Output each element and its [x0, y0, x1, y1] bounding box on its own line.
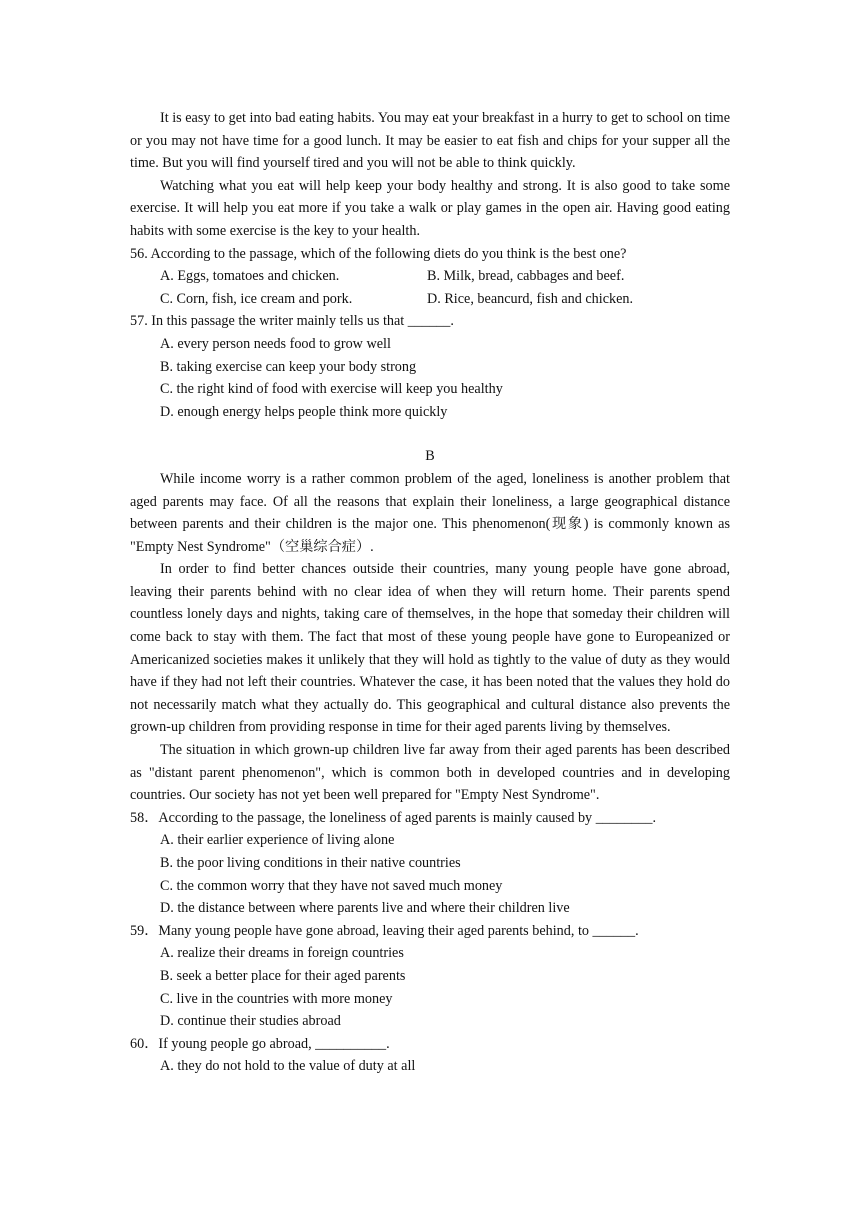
question-59-option-c: C. live in the countries with more money: [160, 990, 393, 1007]
question-58-option-d: D. the distance between where parents live and where their children live: [160, 900, 570, 917]
question-58-option-c: C. the common worry that they have not saved much money: [160, 877, 503, 894]
question-59-option-d: D. continue their studies abroad: [160, 1013, 341, 1030]
question-60-stem: 60．If young people go abroad, __________.: [130, 1035, 390, 1052]
question-56-option-a: A. Eggs, tomatoes and chicken.: [160, 268, 340, 285]
question-57: [130, 310, 730, 423]
question-56-stem: 56. According to the passage, which of the following diets do you think is the best one?: [130, 245, 627, 262]
question-59-option-b: B. seek a better place for their aged parents: [160, 967, 406, 984]
passage-b-paragraph-1: While income worry is a rather common problem of the aged, loneliness is another problem that aged parents may face. Of all the reasons that explain their loneliness, a large geographical distance between parents and their children is the major one. This phenomenon(现象) is commonly known as "Empty Nest Syndrome"（空巢综合症）.: [130, 470, 730, 555]
question-57-stem: 57. In this passage the writer mainly tells us that ______.: [130, 313, 454, 330]
question-57-option-c: C. the right kind of food with exercise will keep you healthy: [160, 381, 503, 398]
passage-b-paragraph-3: The situation in which grown-up children live far away from their aged parents has been described as "distant parent phenomenon", which is common both in developed countries and in developing countries. Our society has not yet been well prepared for "Empty Nest Syndrome".: [130, 742, 730, 804]
question-58-stem: 58．According to the passage, the loneliness of aged parents is mainly caused by ________.: [130, 809, 656, 826]
question-59-option-a: A. realize their dreams in foreign countries: [160, 945, 404, 962]
question-59-stem: 59．Many young people have gone abroad, leaving their aged parents behind, to ______.: [130, 922, 639, 939]
question-56: [130, 243, 730, 311]
question-56-options-row-1: [130, 265, 730, 288]
question-56-options-row-2: [130, 288, 730, 311]
passage-a-paragraph-2: Watching what you eat will help keep your body healthy and strong. It is also good to take some exercise. It will help you eat more if you take a walk or play games in the open air. Having good eating habits with some exercise is the key to your health.: [130, 177, 730, 239]
section-b-title: B: [425, 448, 435, 465]
passage-b-paragraph-2: In order to find better chances outside their countries, many young people have gone abroad, leaving their parents behind with no clear idea of when they will return home. Their parents spend countless lonely days and nights, taking care of themselves, in the hope that someday their children will come back to stay with them. The fact that most of these young people have gone to Europeanized or Americanized societies makes it unlikely that they will hold as tightly to the value of duty as they would have if they had not left their countries. Whatever the case, it has been noted that the values they hold do not necessarily match what they actually do. This geographical and cultural distance also prevents the grown-up children from providing response in time for their aged parents living by themselves.: [130, 561, 730, 736]
question-58: [130, 807, 730, 920]
question-58-option-a: A. their earlier experience of living alone: [160, 832, 395, 849]
question-56-option-c: C. Corn, fish, ice cream and pork.: [160, 290, 353, 307]
question-57-option-b: B. taking exercise can keep your body strong: [160, 358, 417, 375]
question-57-option-a: A. every person needs food to grow well: [160, 335, 391, 352]
question-59: [130, 920, 730, 1033]
question-56-option-d: D. Rice, beancurd, fish and chicken.: [427, 290, 634, 307]
question-57-option-d: D. enough energy helps people think more quickly: [160, 403, 448, 420]
question-56-option-b: B. Milk, bread, cabbages and beef.: [427, 268, 625, 285]
question-58-option-b: B. the poor living conditions in their native countries: [160, 855, 461, 871]
question-60-option-a: A. they do not hold to the value of duty at all: [160, 1058, 416, 1075]
passage-a-paragraph-1: It is easy to get into bad eating habits. You may eat your breakfast in a hurry to get to school on time or you may not have time for a good lunch. It may be easier to eat fish and chips for your supper all the time. But you will find yourself tired and you will not be able to think quickly.: [130, 110, 730, 172]
question-60: [130, 1033, 730, 1078]
